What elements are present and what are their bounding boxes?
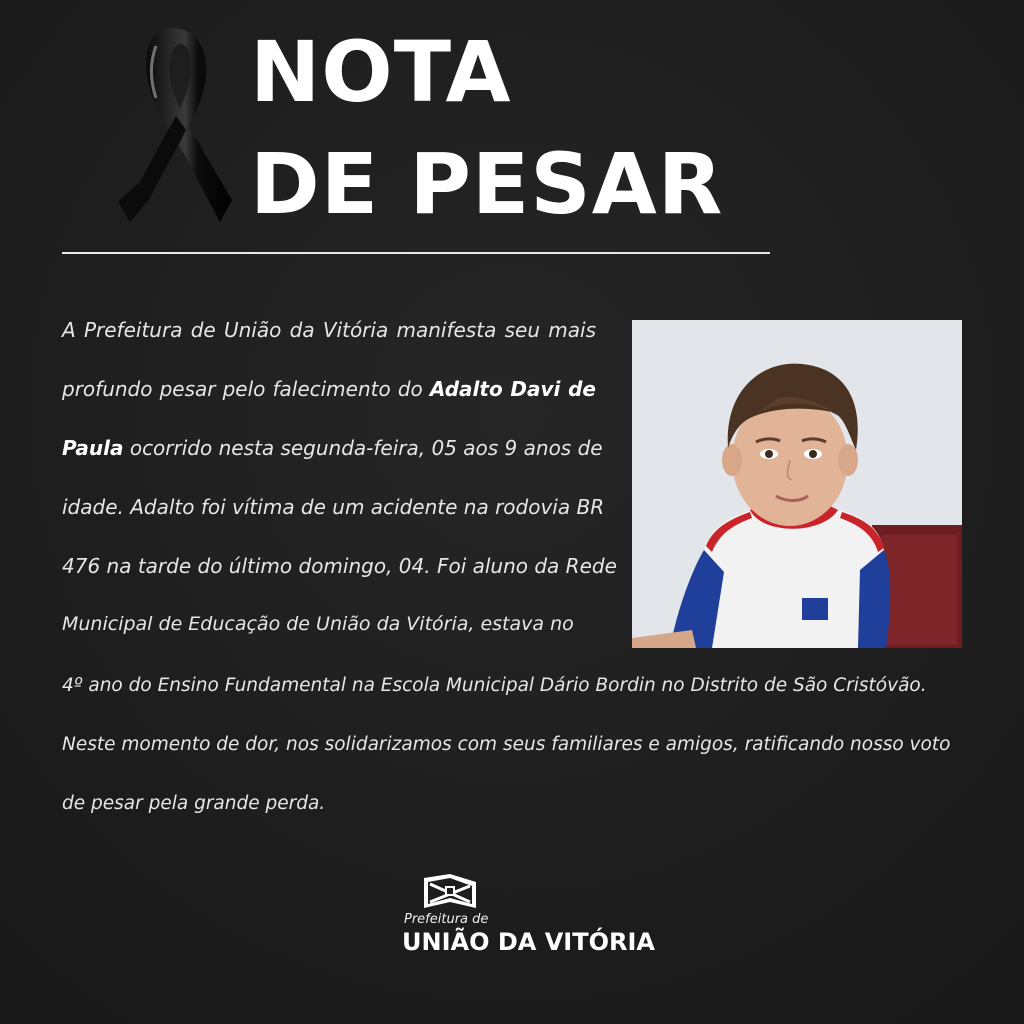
flag-emblem-icon <box>420 872 480 914</box>
title-line-2: DE PESAR <box>250 135 724 233</box>
paragraph-line: 4º ano do Ensino Fundamental na Escola Municipal Dário Bordin no Distrito de São Cristóvão. <box>62 675 927 696</box>
deceased-name-part-2: Paula <box>62 436 124 460</box>
paragraph-line: idade. Adalto foi vítima de um acidente na rodovia BR <box>62 495 605 519</box>
paragraph-line <box>62 377 596 401</box>
mourning-ribbon-icon <box>110 22 240 232</box>
deceased-name-part-1: Adalto Davi de <box>429 377 596 401</box>
paragraph-line <box>62 436 603 460</box>
divider <box>62 252 770 254</box>
paragraph-text: ocorrido nesta segunda-feira, 05 aos 9 anos de <box>129 436 603 460</box>
portrait-photo <box>632 320 962 648</box>
paragraph-line: A Prefeitura de União da Vitória manifesta seu mais <box>62 318 596 342</box>
logo-name: UNIÃO DA VITÓRIA <box>402 928 655 956</box>
paragraph-text: profundo pesar pelo falecimento do <box>62 377 423 401</box>
paragraph-line: Neste momento de dor, nos solidarizamos com seus familiares e amigos, ratificando nosso voto <box>62 734 951 755</box>
paragraph-line: Municipal de Educação de União da Vitória, estava no <box>62 613 574 635</box>
title-line-1: NOTA <box>250 23 512 121</box>
logo-prefix: Prefeitura de <box>404 912 489 927</box>
prefeitura-logo <box>400 872 655 962</box>
paragraph-line: de pesar pela grande perda. <box>62 793 326 814</box>
paragraph-line: 476 na tarde do último domingo, 04. Foi aluno da Rede <box>62 554 617 578</box>
